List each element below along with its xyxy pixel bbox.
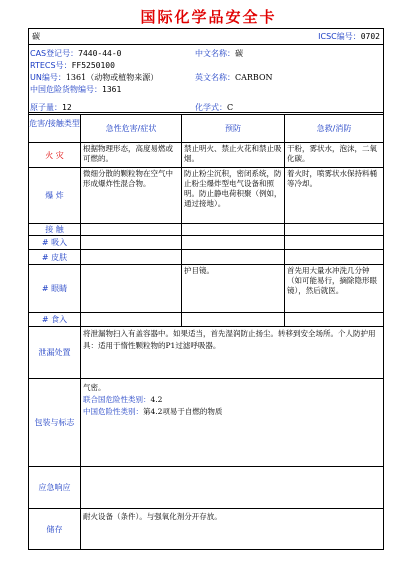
safety-card xyxy=(28,28,384,550)
header-row xyxy=(29,29,383,45)
id-right xyxy=(195,48,273,84)
cn-name-value: 碳 xyxy=(235,49,243,58)
eyes-row xyxy=(29,265,383,313)
formula-row xyxy=(29,101,383,115)
cn-name-label: 中文名称： xyxy=(195,49,235,58)
storage-row xyxy=(29,509,383,549)
en-name-value: CARBON xyxy=(235,73,273,82)
packaging-label: 包装与标志 xyxy=(34,418,75,427)
mw-label: 原子量： xyxy=(30,103,62,112)
contact-label: 接 触 xyxy=(45,225,64,234)
cas-value: 7440-44-0 xyxy=(78,49,122,58)
col-prevention: 预防 xyxy=(181,115,284,142)
un-class-label: 联合国危险性类别： xyxy=(83,395,151,404)
chemical-formula xyxy=(195,101,375,114)
spill-row xyxy=(29,327,383,379)
substance-name: 碳 xyxy=(32,32,40,41)
cn-danger-label: 中国危险货物编号： xyxy=(30,85,102,94)
fire-prevention: 禁止明火、禁止火花和禁止吸烟。 xyxy=(181,143,284,167)
emergency-text xyxy=(80,467,383,508)
un-value: 1361（动物或植物来源） xyxy=(65,73,159,82)
explosion-row xyxy=(29,168,383,224)
formula-label: 化学式： xyxy=(195,103,227,112)
atomic-weight xyxy=(30,101,190,114)
cas-label: CAS登记号： xyxy=(30,49,79,58)
storage-text: 耐火设备（条件）。与强氧化剂分开存放。 xyxy=(80,509,383,549)
contact-row xyxy=(29,224,383,236)
explosion-symptoms: 微细分散的颗粒物在空气中形成爆炸性混合物。 xyxy=(80,168,181,223)
icsc-number xyxy=(260,29,380,44)
inhalation-label: # 吸入 xyxy=(41,238,68,247)
eyes-prevention: 护目镜。 xyxy=(181,265,284,312)
formula-value: C xyxy=(227,103,234,112)
explosion-label: 爆 炸 xyxy=(45,191,64,200)
icsc-label: ICSC编号： xyxy=(318,32,361,41)
skin-row xyxy=(29,250,383,265)
eyes-label: # 眼睛 xyxy=(41,284,68,293)
eyes-firstaid: 首先用大量水冲洗几分钟（如可能易行，摘除隐形眼镜），然后就医。 xyxy=(284,265,383,312)
cn-class-label: 中国危险性类别： xyxy=(83,407,143,416)
explosion-firstaid: 着火时，喷雾状水保持料桶等冷却。 xyxy=(284,168,383,223)
hazard-table-header xyxy=(29,115,383,143)
ingestion-label: # 食入 xyxy=(41,315,68,324)
inhalation-row xyxy=(29,236,383,250)
un-class-value: 4.2 xyxy=(150,395,163,404)
id-left xyxy=(30,48,158,96)
fire-label: 火 灾 xyxy=(45,150,64,160)
packaging-row xyxy=(29,379,383,467)
spill-label: 泄漏处置 xyxy=(38,348,71,357)
col-firstaid: 急救/消防 xyxy=(284,115,383,142)
emergency-row xyxy=(29,467,383,509)
cn-danger-value: 1361 xyxy=(102,85,122,94)
cn-class-value: 第4.2项易于自燃的物质 xyxy=(143,407,223,416)
fire-row xyxy=(29,143,383,168)
packaging-line1: 气密。 xyxy=(83,383,106,392)
col-hazard-type: 危害/接触类型 xyxy=(29,119,80,128)
fire-symptoms: 根据物理形态，高度易燃或可燃的。 xyxy=(80,143,181,167)
un-label: UN编号： xyxy=(30,73,66,82)
fire-firstaid: 干粉，雾状水，泡沫，二氧化碳。 xyxy=(284,143,383,167)
storage-label: 储存 xyxy=(46,524,63,534)
packaging-content xyxy=(80,379,383,466)
emergency-label: 应急响应 xyxy=(38,483,71,492)
mw-value: 12 xyxy=(62,103,72,112)
rtecs-value: FF5250100 xyxy=(71,61,115,70)
card-title: 国际化学品安全卡 xyxy=(140,8,277,26)
rtecs-label: RTECS号： xyxy=(30,61,72,70)
en-name-label: 英文名称： xyxy=(195,73,235,82)
skin-label: # 皮肤 xyxy=(41,252,68,262)
icsc-value: 0702 xyxy=(360,32,380,41)
explosion-prevention: 防止粉尘沉积，密闭系统，防止粉尘爆炸型电气设备和照明。防止静电荷积聚（例如，通过接地）。 xyxy=(181,168,284,223)
col-symptoms: 急性危害/症状 xyxy=(80,115,181,142)
ingestion-row xyxy=(29,313,383,327)
spill-text: 将泄漏物扫入有盖容器中。如果适当，首先湿润防止扬尘。转移到安全场所。个人防护用具：适用于惰性颗粒物的P1过滤呼吸器。 xyxy=(80,327,383,378)
